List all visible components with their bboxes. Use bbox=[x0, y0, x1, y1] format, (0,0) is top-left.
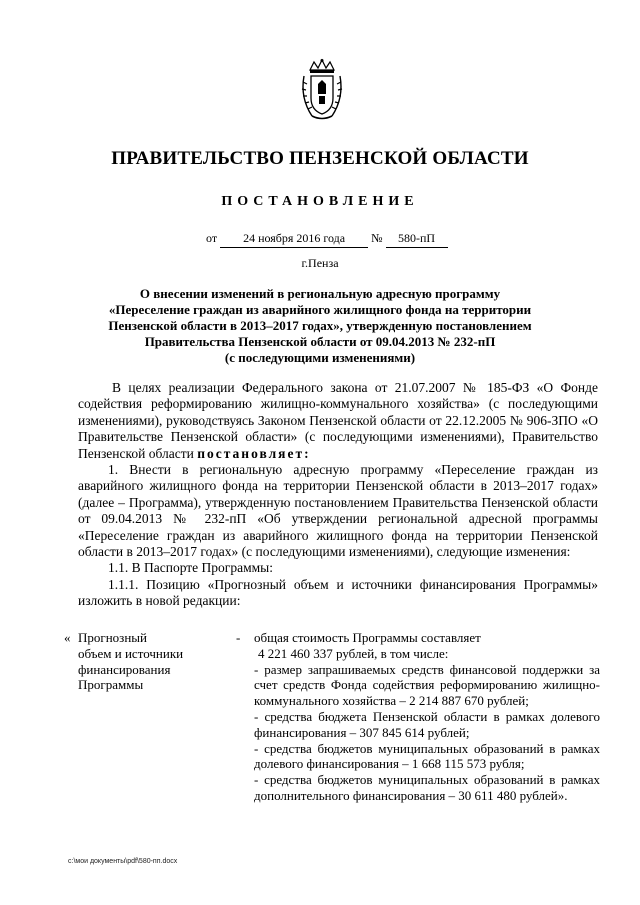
document-type: ПОСТАНОВЛЕНИЕ bbox=[221, 194, 419, 209]
right-line: - средства бюджета Пензенской области в рамках долевого финансирования – 307 845 614 рублей; bbox=[254, 708, 600, 740]
document-subject bbox=[80, 286, 560, 366]
left-line: финансирования bbox=[78, 661, 171, 677]
table-dash: - bbox=[236, 630, 241, 645]
document-body bbox=[78, 380, 598, 610]
city: г.Пенза bbox=[301, 256, 339, 270]
subject-line: Пензенской области в 2013–2017 годах», утвержденную постановлением bbox=[108, 318, 532, 333]
right-line: общая стоимость Программы составляет bbox=[254, 630, 481, 645]
resolution-keyword: постановляет: bbox=[197, 445, 311, 461]
document-date: 24 ноября 2016 года bbox=[220, 231, 368, 248]
body-paragraph: В целях реализации Федерального закона от 21.07.2007 № 185-ФЗ «О Фонде содействия реформированию жилищно-коммунального хозяйства» (с последующими изменениями), руководствуясь Законом Пензенской области от 22.12.2005 № 906-ЗПО «О Правительстве Пензенской области» (с последующими изменениями), Правительство Пензенской области постановляет: bbox=[78, 380, 598, 461]
right-line: 4 221 460 337 рублей, в том числе: bbox=[258, 645, 449, 661]
subject-line: Правительства Пензенской области от 09.04.2013 № 232-пП bbox=[144, 334, 496, 349]
body-paragraph: 1.1. В Паспорте Программы: bbox=[108, 560, 273, 576]
subject-line: О внесении изменений в региональную адресную программу bbox=[139, 286, 501, 301]
opening-quote: « bbox=[64, 630, 71, 645]
date-prefix: от bbox=[206, 231, 218, 245]
number-sign: № bbox=[371, 231, 383, 245]
left-line: Прогнозный bbox=[78, 630, 147, 645]
subject-line: «Переселение граждан из аварийного жилищного фонда на территории bbox=[108, 302, 532, 317]
right-line: - средства бюджетов муниципальных образований в рамках дополнительного финансирования – 30 611 480 рублей». bbox=[254, 772, 600, 803]
government-title: ПРАВИТЕЛЬСТВО ПЕНЗЕНСКОЙ ОБЛАСТИ bbox=[111, 148, 529, 169]
subject-line: (с последующими изменениями) bbox=[224, 350, 416, 365]
right-line: - средства бюджетов муниципальных образований в рамках долевого финансирования – 1 668 115 573 рубля; bbox=[254, 740, 600, 772]
body-paragraph: 1. Внести в региональную адресную программу «Переселение граждан из аварийного жилищного фонда на территории Пензенской области в 2013–2017 годах» (далее – Программа), утвержденную постановлением Правительства Пензенской области от 09.04.2013 № 232-пП «Об утверждении региональной адресной программы «Переселение граждан из аварийного жилищного фонда на территории Пензенской области в 2013–2017 годах» (с последующими изменениями), следующие изменения: bbox=[78, 462, 598, 560]
date-number-line bbox=[206, 231, 448, 248]
file-path-footer: c:\мои документы\pdf\580-пп.docx bbox=[68, 858, 178, 865]
right-line: - размер запрашиваемых средств финансовой поддержки за счет средств Фонда содействия реформированию жилищно-коммунального хозяйства – 2 214 887 670 рублей; bbox=[254, 661, 600, 709]
table-left-column bbox=[78, 630, 228, 693]
body-paragraph: 1.1.1. Позицию «Прогнозный объем и источники финансирования Программы» изложить в новой редакции: bbox=[78, 576, 598, 609]
left-line: Программы bbox=[78, 677, 144, 693]
coat-of-arms-emblem bbox=[298, 58, 346, 122]
table-right-column bbox=[254, 630, 600, 804]
left-line: объем и источники bbox=[78, 645, 184, 661]
document-number: 580-пП bbox=[386, 231, 448, 248]
